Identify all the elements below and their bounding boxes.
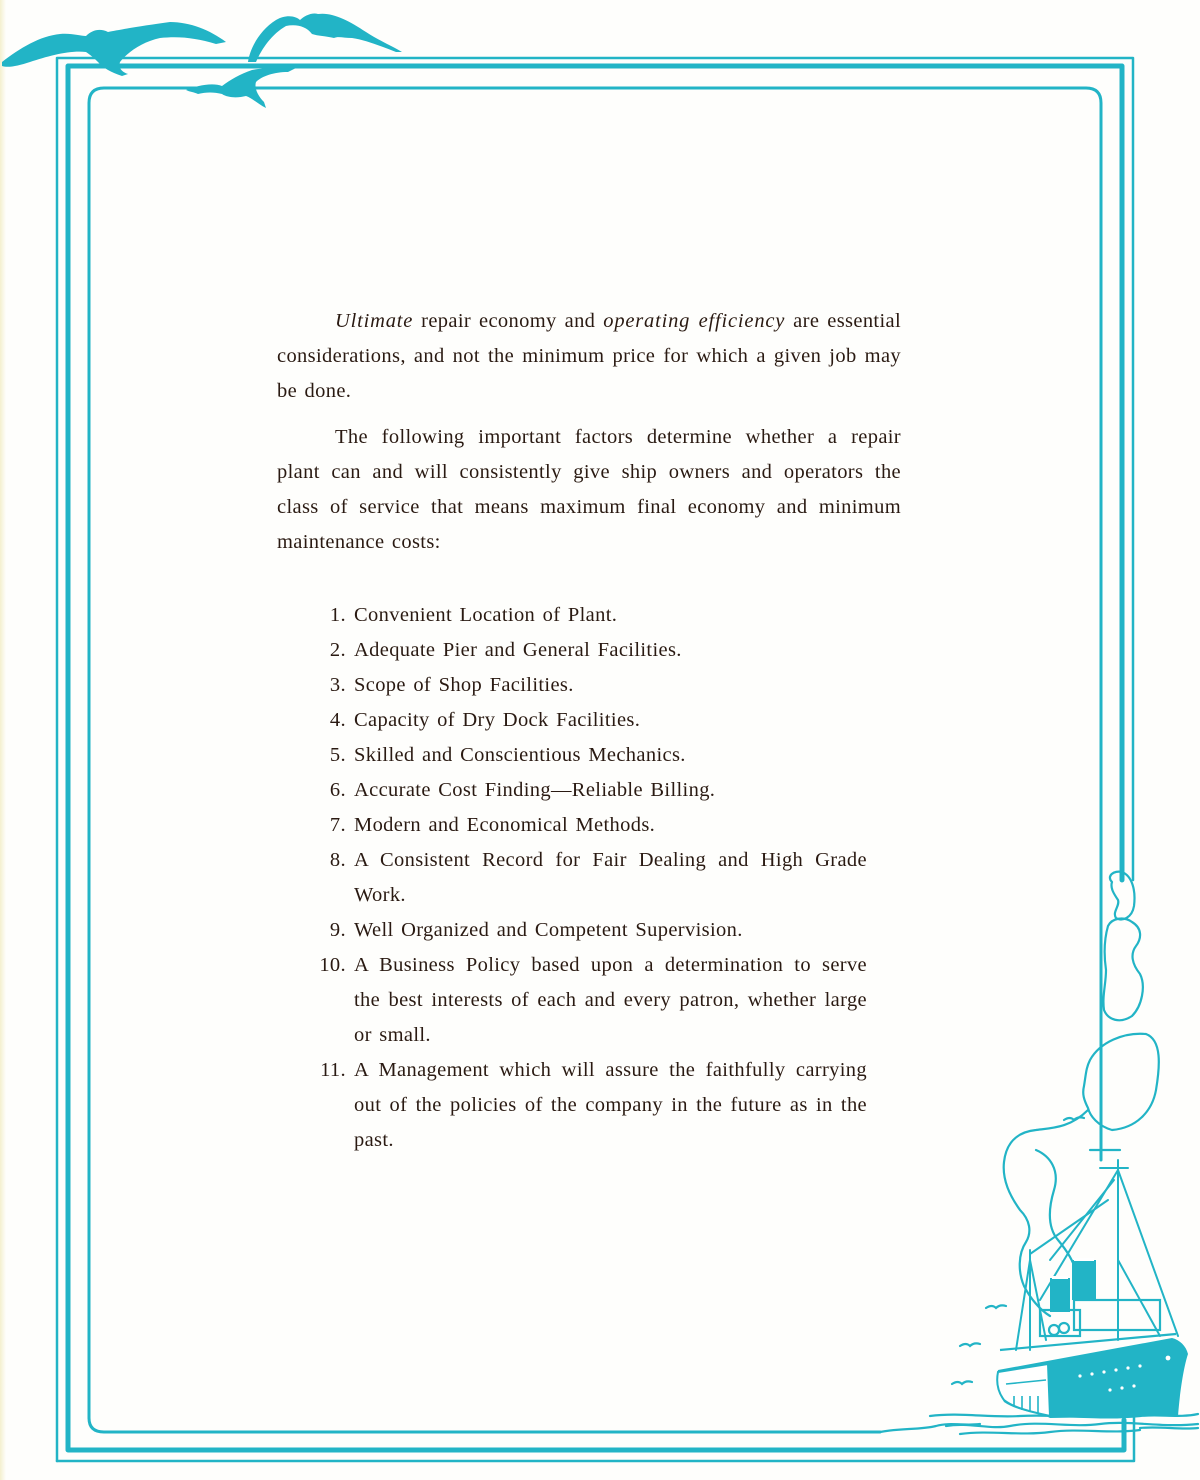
factors-lead-paragraph: The following important factors determine whether a repair plant can and will consistently give ship owners and operators the class of service that means maximum final economy and minimum maintenance costs:: [277, 426, 901, 553]
list-item-number: 5.: [329, 744, 346, 766]
list-item: [277, 843, 867, 913]
list-item-text: Well Organized and Competent Supervision.: [354, 919, 743, 941]
list-item-number: 8.: [329, 849, 346, 871]
list-item-number: 1.: [329, 604, 346, 626]
list-item-text: Convenient Location of Plant.: [354, 604, 618, 626]
list-item: [277, 773, 867, 808]
list-item-text: Capacity of Dry Dock Facilities.: [354, 709, 641, 731]
list-item: [277, 668, 867, 703]
list-item-text: A Consistent Record for Fair Dealing and High Grade Work.: [354, 849, 867, 906]
page-edge: [0, 0, 6, 1480]
water-waves-icon: [880, 1414, 1198, 1434]
list-item-text: Skilled and Conscientious Mechanics.: [354, 744, 686, 766]
document-body: [277, 304, 901, 1158]
list-item: [277, 808, 867, 843]
list-item-number: 9.: [329, 919, 346, 941]
list-item-number: 6.: [329, 779, 346, 801]
list-item: [277, 1053, 867, 1158]
list-item-number: 7.: [329, 814, 346, 836]
list-item: [277, 703, 867, 738]
emphasis-ultimate: Ultimate: [335, 310, 414, 332]
list-item: [277, 738, 867, 773]
list-item: [277, 948, 867, 1053]
list-item: [277, 633, 867, 668]
list-item-text: Adequate Pier and General Facilities.: [354, 639, 682, 661]
list-item-text: Accurate Cost Finding—Reliable Billing.: [354, 779, 716, 801]
list-item-text: A Management which will assure the faithfully carrying out of the policies of the company in the future as in the past.: [354, 1059, 867, 1151]
list-item-number: 2.: [329, 639, 346, 661]
factors-list: [277, 598, 867, 1158]
list-item: [277, 598, 867, 633]
list-item-number: 11.: [320, 1059, 346, 1081]
steamship-icon: [997, 1160, 1188, 1418]
small-birds-icon: [952, 1117, 1084, 1384]
smoke-plume-icon: [1004, 872, 1159, 1316]
list-item-number: 3.: [329, 674, 346, 696]
list-item-text: Scope of Shop Facilities.: [354, 674, 574, 696]
list-item-text: A Business Policy based upon a determination to serve the best interests of each and every patron, whether large or small.: [354, 954, 867, 1046]
list-item-number: 10.: [319, 954, 346, 976]
intro-paragraph: [277, 304, 901, 409]
list-item-number: 4.: [329, 709, 346, 731]
intro-text-1: repair economy and: [413, 310, 604, 332]
intro-text-2: are essential considerations, and not the minimum price for which a given job may be done.: [277, 310, 901, 402]
list-item: [277, 913, 867, 948]
seagulls-icon: [2, 13, 402, 108]
emphasis-operating-efficiency: operating efficiency: [603, 310, 786, 332]
list-item-text: Modern and Economical Methods.: [354, 814, 656, 836]
